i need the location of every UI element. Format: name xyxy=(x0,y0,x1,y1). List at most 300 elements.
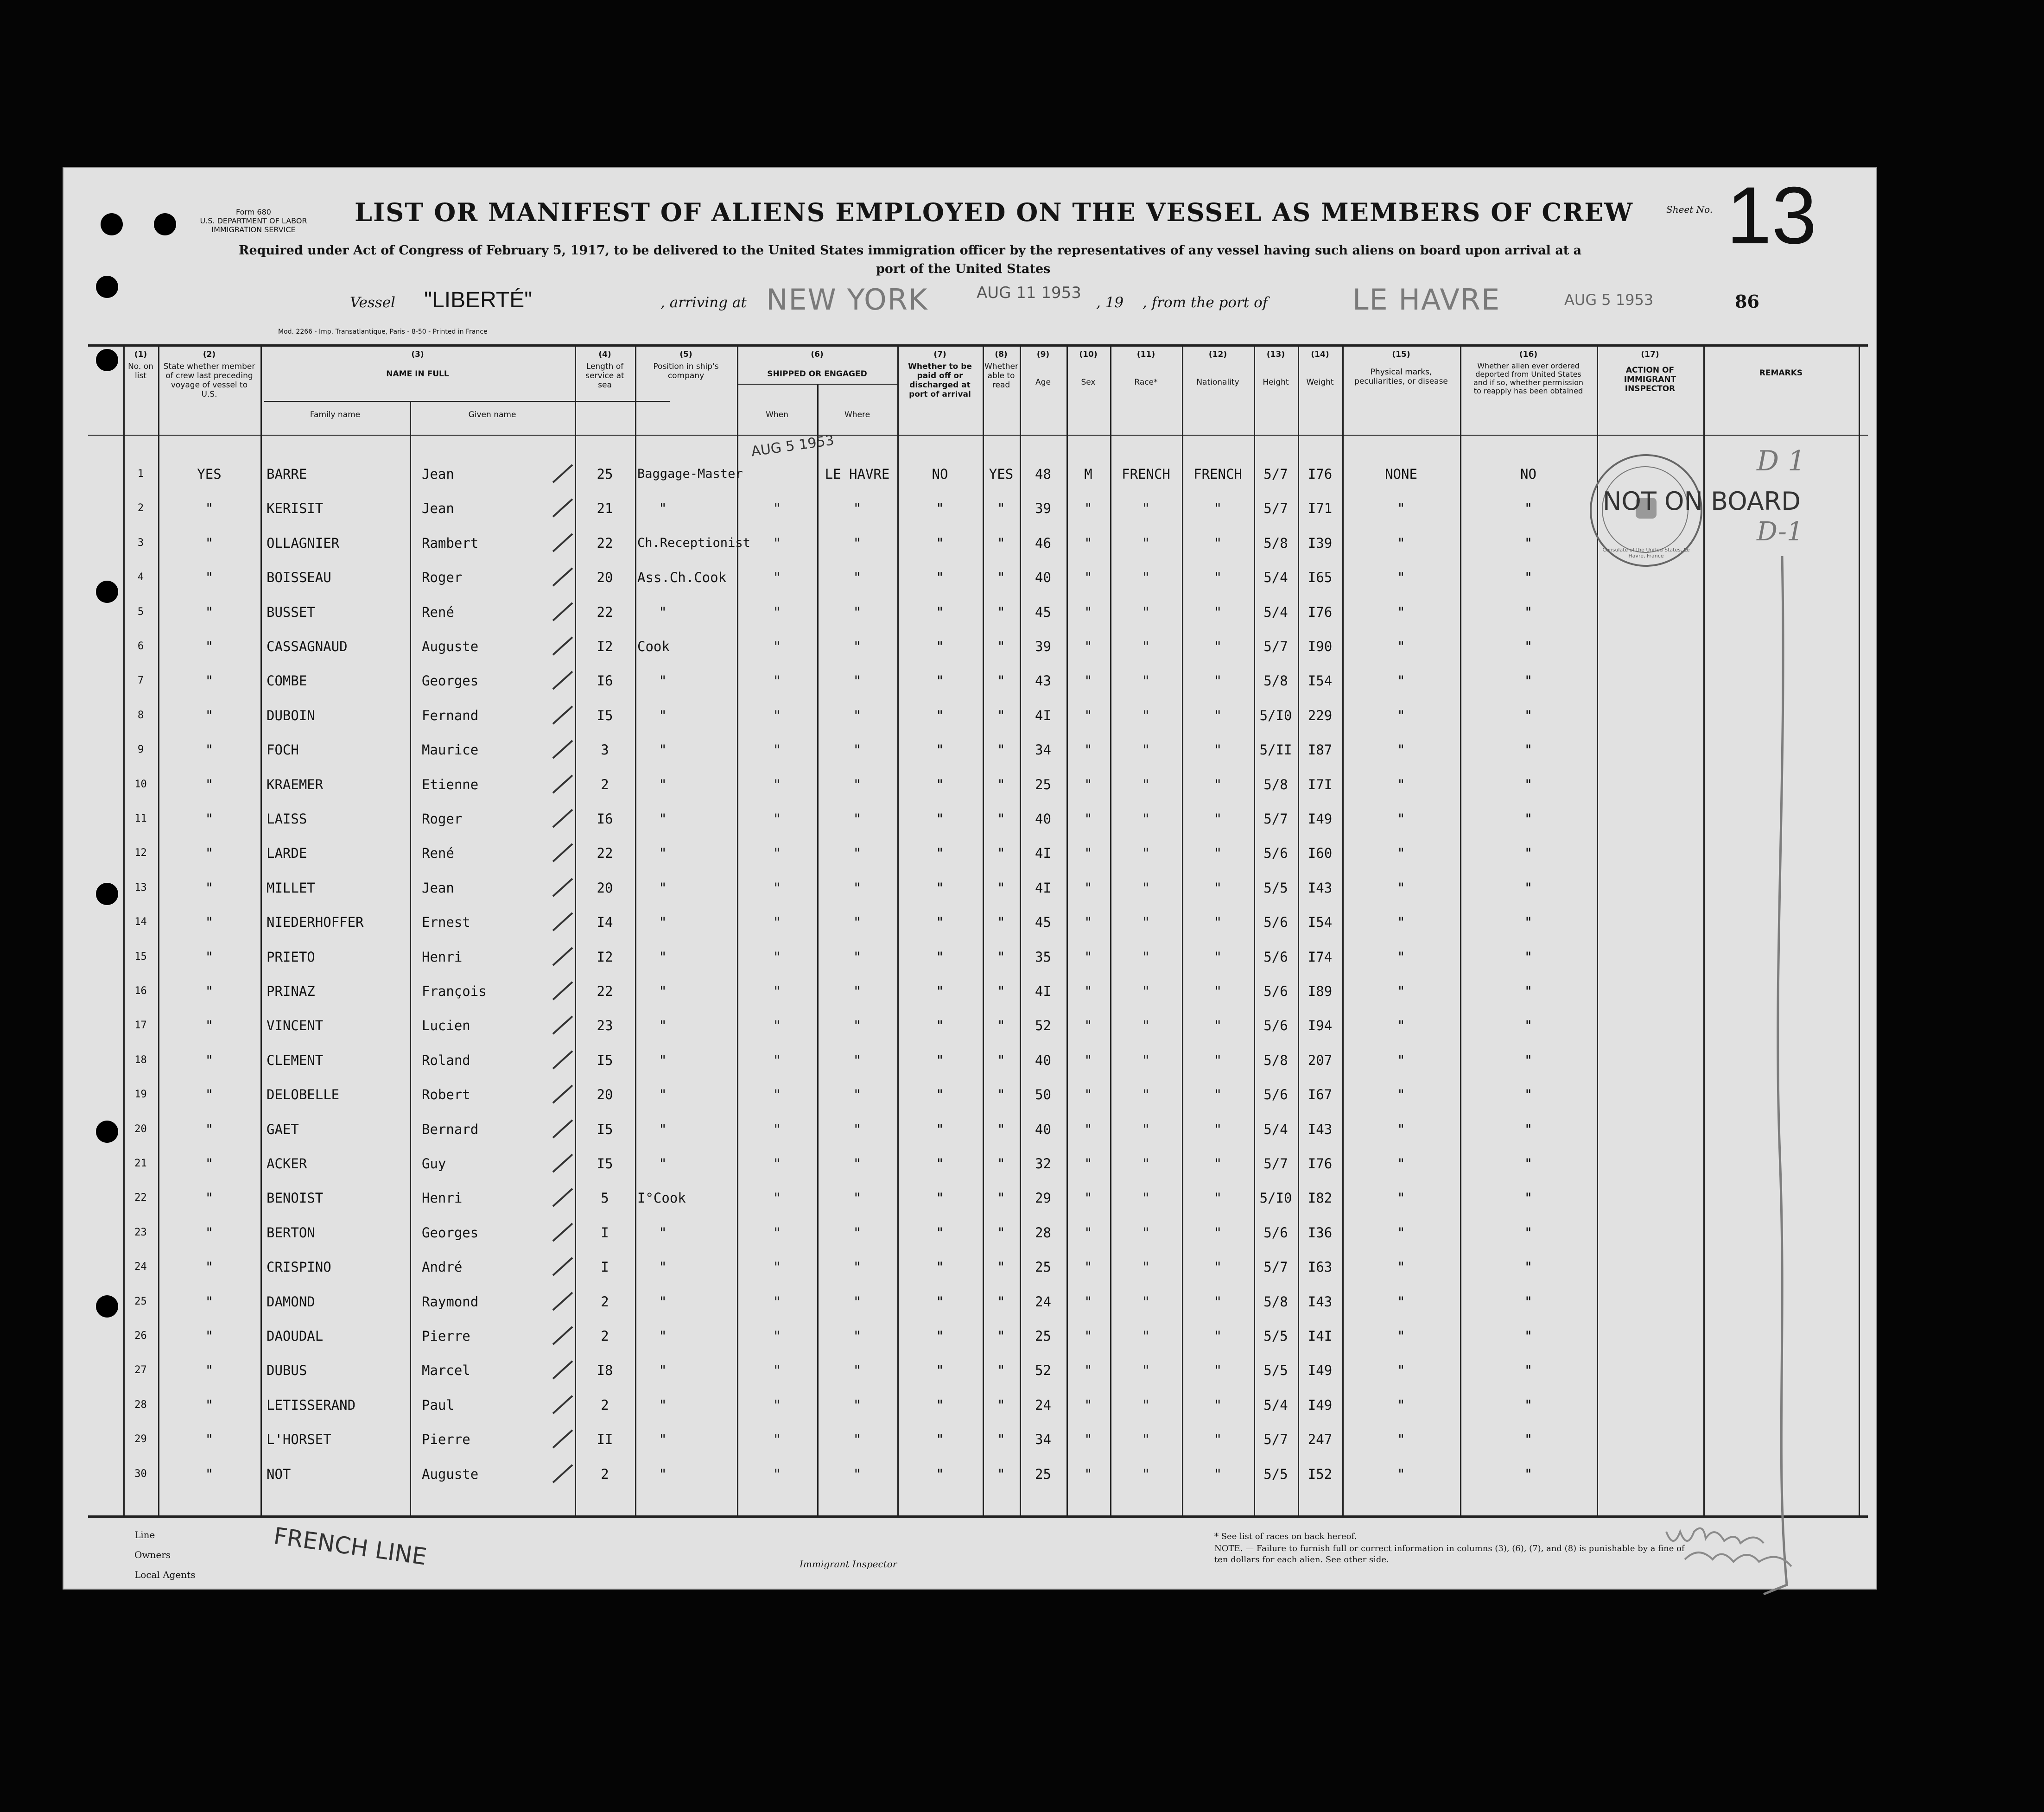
cell-service: 22 xyxy=(597,983,613,999)
punch-hole xyxy=(96,883,118,905)
cell-able-to-read: " xyxy=(997,1362,1005,1378)
cell-race: " xyxy=(1142,1156,1150,1172)
cell-paid-off: " xyxy=(936,880,944,896)
cell-deported: " xyxy=(1524,708,1533,723)
cell-able-to-read: " xyxy=(997,1190,1005,1206)
cell-weight: I49 xyxy=(1308,1397,1333,1413)
cell-able-to-read: " xyxy=(997,1432,1005,1447)
cell-previous-voyage: " xyxy=(205,1018,214,1033)
cell-weight: I65 xyxy=(1308,570,1333,585)
cell-height: 5/8 xyxy=(1263,1052,1288,1068)
cell-weight: I82 xyxy=(1308,1190,1333,1206)
cell-paid-off: " xyxy=(936,1052,944,1068)
cell-deported: " xyxy=(1524,535,1533,551)
header-bottom-border xyxy=(88,435,1868,436)
cell-family-name: L'HORSET xyxy=(267,1432,331,1447)
cell-height: 5/7 xyxy=(1263,501,1288,516)
check-mark-icon xyxy=(549,807,577,830)
cell-family-name: LARDE xyxy=(267,845,307,861)
row-number: 21 xyxy=(134,1158,147,1169)
check-mark-icon xyxy=(549,1462,577,1485)
col-header-shipped: (6) SHIPPED OR ENGAGED xyxy=(767,350,867,379)
cell-deported: " xyxy=(1524,1466,1533,1482)
cell-able-to-read: " xyxy=(997,880,1005,896)
cell-sex: " xyxy=(1084,1087,1092,1102)
cell-height: 5/6 xyxy=(1263,845,1288,861)
cell-service: I5 xyxy=(597,1156,613,1172)
col-border xyxy=(410,401,411,1515)
cell-race: " xyxy=(1142,673,1150,689)
cell-weight: I43 xyxy=(1308,1121,1333,1137)
cell-nationality: " xyxy=(1213,1190,1222,1206)
cell-deported: " xyxy=(1524,604,1533,620)
cell-paid-off: " xyxy=(936,1190,944,1206)
cell-race: " xyxy=(1142,811,1150,827)
col-header-paid-off: (7) Whether to be paid off or discharged at port of arrival xyxy=(908,350,972,399)
subheader-family-name: Family name xyxy=(310,410,361,419)
cell-given-name: Ernest xyxy=(422,914,470,930)
cell-paid-off: " xyxy=(936,639,944,654)
col-header-weight: (14) Weight xyxy=(1306,350,1334,387)
cell-previous-voyage: " xyxy=(205,949,214,965)
col-header-inspector-action: (17) ACTION OF IMMIGRANT INSPECTOR xyxy=(1624,350,1676,393)
row-number: 16 xyxy=(134,985,147,997)
cell-race: " xyxy=(1142,639,1150,654)
cell-age: 25 xyxy=(1035,1466,1051,1482)
cell-race: " xyxy=(1142,570,1150,585)
check-mark-icon xyxy=(549,1255,577,1278)
cell-position: " xyxy=(659,604,667,620)
cell-shipped-when: " xyxy=(773,501,781,516)
cell-service: I2 xyxy=(597,949,613,965)
cell-weight: I74 xyxy=(1308,949,1333,965)
cell-family-name: DELOBELLE xyxy=(267,1087,340,1102)
cell-sex: " xyxy=(1084,1432,1092,1447)
cell-service: 5 xyxy=(601,1190,609,1206)
cell-deported: NO xyxy=(1520,466,1536,482)
cell-age: 34 xyxy=(1035,1432,1051,1447)
cell-physical-marks: " xyxy=(1397,1190,1405,1206)
cell-age: 40 xyxy=(1035,570,1051,585)
cell-sex: " xyxy=(1084,1121,1092,1137)
cell-weight: 247 xyxy=(1308,1432,1333,1447)
cell-able-to-read: " xyxy=(997,1156,1005,1172)
header-divider-name xyxy=(264,401,670,402)
cell-position: Ch.Receptionist xyxy=(637,536,750,550)
check-mark-icon xyxy=(549,1393,577,1416)
cell-height: 5/4 xyxy=(1263,1121,1288,1137)
cell-deported: " xyxy=(1524,1397,1533,1413)
cell-shipped-where: " xyxy=(853,983,862,999)
punch-hole xyxy=(96,1121,118,1143)
cell-deported: " xyxy=(1524,1432,1533,1447)
cell-physical-marks: " xyxy=(1397,1259,1405,1275)
row-number: 13 xyxy=(134,882,147,893)
cell-position: Baggage-Master xyxy=(637,467,743,481)
cell-physical-marks: " xyxy=(1397,535,1405,551)
cell-given-name: Fernand xyxy=(422,708,479,723)
row-number: 15 xyxy=(134,951,147,963)
cell-service: I8 xyxy=(597,1362,613,1378)
cell-deported: " xyxy=(1524,673,1533,689)
cell-age: 24 xyxy=(1035,1294,1051,1310)
cell-paid-off: NO xyxy=(932,466,948,482)
cell-paid-off: " xyxy=(936,535,944,551)
check-mark-icon xyxy=(549,462,577,485)
row-number: 11 xyxy=(134,813,147,824)
cell-position: " xyxy=(659,1087,667,1102)
remarks-handwritten-1: D 1 xyxy=(1757,445,1806,477)
cell-previous-voyage: " xyxy=(205,1328,214,1344)
cell-service: II xyxy=(597,1432,613,1447)
cell-nationality: " xyxy=(1213,983,1222,999)
cell-deported: " xyxy=(1524,570,1533,585)
cell-position: " xyxy=(659,1466,667,1482)
check-mark-icon xyxy=(549,1186,577,1209)
cell-service: 2 xyxy=(601,777,609,792)
cell-able-to-read: " xyxy=(997,1018,1005,1033)
cell-weight: I39 xyxy=(1308,535,1333,551)
cell-physical-marks: " xyxy=(1397,501,1405,516)
departure-date-stamp: AUG 5 1953 xyxy=(1564,291,1654,309)
cell-deported: " xyxy=(1524,501,1533,516)
cell-shipped-where: " xyxy=(853,1018,862,1033)
cell-race: " xyxy=(1142,777,1150,792)
cell-paid-off: " xyxy=(936,1294,944,1310)
cell-given-name: Etienne xyxy=(422,777,479,792)
cell-physical-marks: " xyxy=(1397,1362,1405,1378)
cell-age: 48 xyxy=(1035,466,1051,482)
cell-given-name: Georges xyxy=(422,673,479,689)
cell-nationality: " xyxy=(1213,845,1222,861)
cell-paid-off: " xyxy=(936,1466,944,1482)
cell-position: Ass.Ch.Cook xyxy=(637,570,727,585)
check-mark-icon xyxy=(549,1221,577,1244)
cell-deported: " xyxy=(1524,1156,1533,1172)
check-mark-icon xyxy=(549,876,577,899)
cell-age: 35 xyxy=(1035,949,1051,965)
cell-nationality: " xyxy=(1213,1466,1222,1482)
cell-shipped-where: " xyxy=(853,1190,862,1206)
cell-able-to-read: YES xyxy=(989,466,1014,482)
cell-sex: " xyxy=(1084,673,1092,689)
cell-height: 5/4 xyxy=(1263,604,1288,620)
cell-nationality: " xyxy=(1213,1259,1222,1275)
manifest-subtitle: Required under Act of Congress of February 5, 1917, to be delivered to the United States immigration officer by the representatives of any vessel having such aliens on board upon arrival at a xyxy=(239,243,1582,258)
cell-weight: I76 xyxy=(1308,604,1333,620)
cell-shipped-where: " xyxy=(853,880,862,896)
cell-position: " xyxy=(659,1432,667,1447)
cell-sex: " xyxy=(1084,845,1092,861)
cell-service: I6 xyxy=(597,673,613,689)
row-number: 8 xyxy=(137,710,144,721)
cell-paid-off: " xyxy=(936,673,944,689)
cell-paid-off: " xyxy=(936,1432,944,1447)
cell-service: 25 xyxy=(597,466,613,482)
remarks-handwritten-2: D-1 xyxy=(1757,517,1803,547)
cell-given-name: Guy xyxy=(422,1156,446,1172)
cell-given-name: Pierre xyxy=(422,1328,470,1344)
cell-able-to-read: " xyxy=(997,777,1005,792)
cell-age: 4I xyxy=(1035,983,1051,999)
cell-shipped-where: " xyxy=(853,914,862,930)
cell-shipped-where: " xyxy=(853,570,862,585)
cell-shipped-where: " xyxy=(853,811,862,827)
cell-sex: " xyxy=(1084,1362,1092,1378)
check-mark-icon xyxy=(549,1083,577,1106)
sheet-label: Sheet No. xyxy=(1666,204,1713,215)
subheader-given-name: Given name xyxy=(468,410,516,419)
cell-able-to-read: " xyxy=(997,1294,1005,1310)
cell-given-name: Auguste xyxy=(422,1466,479,1482)
cell-nationality: " xyxy=(1213,777,1222,792)
cell-race: " xyxy=(1142,1259,1150,1275)
cell-deported: " xyxy=(1524,1052,1533,1068)
cell-shipped-where: " xyxy=(853,1397,862,1413)
cell-able-to-read: " xyxy=(997,914,1005,930)
cell-position: " xyxy=(659,742,667,758)
cell-nationality: " xyxy=(1213,1087,1222,1102)
cell-shipped-when: " xyxy=(773,708,781,723)
cell-shipped-when: " xyxy=(773,1190,781,1206)
cell-race: " xyxy=(1142,880,1150,896)
cell-given-name: Bernard xyxy=(422,1121,479,1137)
cell-position: " xyxy=(659,673,667,689)
check-mark-icon xyxy=(549,738,577,761)
row-number: 28 xyxy=(134,1399,147,1411)
cell-weight: I36 xyxy=(1308,1225,1333,1241)
row-number: 5 xyxy=(137,606,144,618)
manifest-title: LIST OR MANIFEST OF ALIENS EMPLOYED ON THE VESSEL AS MEMBERS OF CREW xyxy=(355,197,1634,227)
cell-service: 2 xyxy=(601,1466,609,1482)
cell-service: 21 xyxy=(597,501,613,516)
cell-weight: I87 xyxy=(1308,742,1333,758)
punch-hole xyxy=(96,581,118,603)
cell-shipped-when: " xyxy=(773,983,781,999)
cell-sex: M xyxy=(1084,466,1092,482)
cell-height: 5/6 xyxy=(1263,914,1288,930)
cell-sex: " xyxy=(1084,777,1092,792)
cell-nationality: " xyxy=(1213,501,1222,516)
cell-shipped-when: " xyxy=(773,1328,781,1344)
cell-shipped-when: " xyxy=(773,811,781,827)
row-number: 17 xyxy=(134,1020,147,1031)
col-header-age: (9) Age xyxy=(1035,350,1051,387)
cell-family-name: OLLAGNIER xyxy=(267,535,340,551)
cell-given-name: Roger xyxy=(422,570,463,585)
cell-sex: " xyxy=(1084,1466,1092,1482)
cell-age: 39 xyxy=(1035,639,1051,654)
check-mark-icon xyxy=(549,1014,577,1037)
cell-sex: " xyxy=(1084,914,1092,930)
cell-previous-voyage: " xyxy=(205,1259,214,1275)
row-number: 2 xyxy=(137,502,144,514)
cell-nationality: " xyxy=(1213,880,1222,896)
cell-shipped-when: " xyxy=(773,914,781,930)
cell-family-name: BUSSET xyxy=(267,604,315,620)
cell-previous-voyage: " xyxy=(205,1432,214,1447)
check-mark-icon xyxy=(549,565,577,589)
cell-weight: I4I xyxy=(1308,1328,1333,1344)
cell-weight: I71 xyxy=(1308,501,1333,516)
cell-deported: " xyxy=(1524,914,1533,930)
arriving-label: , arriving at xyxy=(660,294,747,311)
cell-physical-marks: " xyxy=(1397,1225,1405,1241)
cell-previous-voyage: " xyxy=(205,673,214,689)
cell-deported: " xyxy=(1524,742,1533,758)
page-number: 86 xyxy=(1735,291,1759,312)
cell-family-name: CASSAGNAUD xyxy=(267,639,348,654)
cell-able-to-read: " xyxy=(997,570,1005,585)
cell-previous-voyage: " xyxy=(205,1466,214,1482)
cell-previous-voyage: " xyxy=(205,914,214,930)
cell-physical-marks: " xyxy=(1397,639,1405,654)
cell-sex: " xyxy=(1084,639,1092,654)
vessel-label: Vessel xyxy=(350,294,395,311)
col-header-position: (5) Position in ship's company xyxy=(653,350,719,380)
cell-family-name: BERTON xyxy=(267,1225,315,1241)
cell-deported: " xyxy=(1524,811,1533,827)
sheet-number: 13 xyxy=(1727,171,1817,261)
cell-paid-off: " xyxy=(936,708,944,723)
cell-service: 2 xyxy=(601,1294,609,1310)
cell-height: 5/6 xyxy=(1263,983,1288,999)
cell-paid-off: " xyxy=(936,1259,944,1275)
cell-paid-off: " xyxy=(936,811,944,827)
col-border xyxy=(1859,344,1860,1515)
cell-physical-marks: " xyxy=(1397,1087,1405,1102)
cell-race: " xyxy=(1142,742,1150,758)
cell-physical-marks: " xyxy=(1397,1121,1405,1137)
cell-able-to-read: " xyxy=(997,983,1005,999)
cell-paid-off: " xyxy=(936,845,944,861)
cell-service: I5 xyxy=(597,1052,613,1068)
cell-position: " xyxy=(659,501,667,516)
cell-race: " xyxy=(1142,1328,1150,1344)
cell-nationality: " xyxy=(1213,1328,1222,1344)
cell-shipped-where: " xyxy=(853,1294,862,1310)
check-mark-icon xyxy=(549,1117,577,1140)
cell-age: 24 xyxy=(1035,1397,1051,1413)
cell-shipped-where: " xyxy=(853,1052,862,1068)
row-number: 19 xyxy=(134,1089,147,1100)
punch-hole xyxy=(96,276,118,298)
cell-physical-marks: " xyxy=(1397,1156,1405,1172)
cell-service: 20 xyxy=(597,570,613,585)
cell-age: 25 xyxy=(1035,1328,1051,1344)
cell-service: 2 xyxy=(601,1328,609,1344)
cell-race: " xyxy=(1142,708,1150,723)
cell-given-name: Lucien xyxy=(422,1018,470,1033)
cell-family-name: DAMOND xyxy=(267,1294,315,1310)
check-mark-icon xyxy=(549,945,577,968)
cell-previous-voyage: " xyxy=(205,983,214,999)
cell-paid-off: " xyxy=(936,777,944,792)
cell-given-name: Raymond xyxy=(422,1294,479,1310)
row-number: 1 xyxy=(137,468,144,480)
cell-given-name: Pierre xyxy=(422,1432,470,1447)
check-mark-icon xyxy=(549,531,577,554)
cell-sex: " xyxy=(1084,1328,1092,1344)
cell-previous-voyage: " xyxy=(205,845,214,861)
cell-family-name: VINCENT xyxy=(267,1018,324,1033)
cell-nationality: " xyxy=(1213,1121,1222,1137)
row-number: 14 xyxy=(134,916,147,928)
cell-race: " xyxy=(1142,1294,1150,1310)
cell-weight: I49 xyxy=(1308,811,1333,827)
cell-given-name: Henri xyxy=(422,949,463,965)
cell-paid-off: " xyxy=(936,1362,944,1378)
cell-able-to-read: " xyxy=(997,708,1005,723)
cell-nationality: " xyxy=(1213,1018,1222,1033)
cell-shipped-where: " xyxy=(853,845,862,861)
cell-height: 5/8 xyxy=(1263,1294,1288,1310)
check-mark-icon xyxy=(549,1048,577,1071)
cell-able-to-read: " xyxy=(997,1466,1005,1482)
cell-shipped-where: " xyxy=(853,949,862,965)
cell-race: " xyxy=(1142,1362,1150,1378)
cell-shipped-where: " xyxy=(853,535,862,551)
cell-previous-voyage: " xyxy=(205,1225,214,1241)
cell-given-name: Robert xyxy=(422,1087,470,1102)
cell-race: " xyxy=(1142,983,1150,999)
cell-able-to-read: " xyxy=(997,845,1005,861)
col-header-deported: (16) Whether alien ever ordered deported from United States and if so, whether permission to reapply has been obtained xyxy=(1473,350,1583,395)
cell-paid-off: " xyxy=(936,914,944,930)
cell-given-name: Jean xyxy=(422,501,454,516)
cell-age: 46 xyxy=(1035,535,1051,551)
cell-previous-voyage: " xyxy=(205,604,214,620)
cell-height: 5/5 xyxy=(1263,1328,1288,1344)
cell-nationality: " xyxy=(1213,1052,1222,1068)
col-header-sex: (10) Sex xyxy=(1079,350,1098,387)
cell-family-name: KRAEMER xyxy=(267,777,324,792)
check-mark-icon xyxy=(549,1427,577,1451)
row-number: 4 xyxy=(137,571,144,583)
cell-weight: I94 xyxy=(1308,1018,1333,1033)
row-number: 29 xyxy=(134,1433,147,1445)
cell-sex: " xyxy=(1084,1018,1092,1033)
cell-weight: I63 xyxy=(1308,1259,1333,1275)
cell-height: 5/7 xyxy=(1263,1156,1288,1172)
cell-shipped-where: " xyxy=(853,673,862,689)
cell-family-name: DUBOIN xyxy=(267,708,315,723)
cell-physical-marks: " xyxy=(1397,708,1405,723)
cell-age: 52 xyxy=(1035,1362,1051,1378)
cell-previous-voyage: " xyxy=(205,501,214,516)
cell-nationality: " xyxy=(1213,570,1222,585)
check-mark-icon xyxy=(549,979,577,1002)
cell-shipped-when: " xyxy=(773,1156,781,1172)
cell-position: " xyxy=(659,1121,667,1137)
service-name: IMMIGRATION SERVICE xyxy=(211,225,296,234)
col-header-physical-marks: (15) Physical marks, peculiarities, or disease xyxy=(1354,350,1448,386)
check-mark-icon xyxy=(549,910,577,933)
cell-sex: " xyxy=(1084,570,1092,585)
cell-race: " xyxy=(1142,1018,1150,1033)
cell-race: " xyxy=(1142,604,1150,620)
cell-height: 5/4 xyxy=(1263,570,1288,585)
cell-position: " xyxy=(659,880,667,896)
cell-shipped-when: " xyxy=(773,1259,781,1275)
col-border xyxy=(1703,344,1705,1515)
row-number: 20 xyxy=(134,1123,147,1135)
cell-nationality: " xyxy=(1213,639,1222,654)
cell-given-name: Auguste xyxy=(422,639,479,654)
cell-height: 5/5 xyxy=(1263,880,1288,896)
cell-given-name: Jean xyxy=(422,466,454,482)
seal-text: Consulate of the United States, Le Havre, France xyxy=(1602,547,1690,559)
